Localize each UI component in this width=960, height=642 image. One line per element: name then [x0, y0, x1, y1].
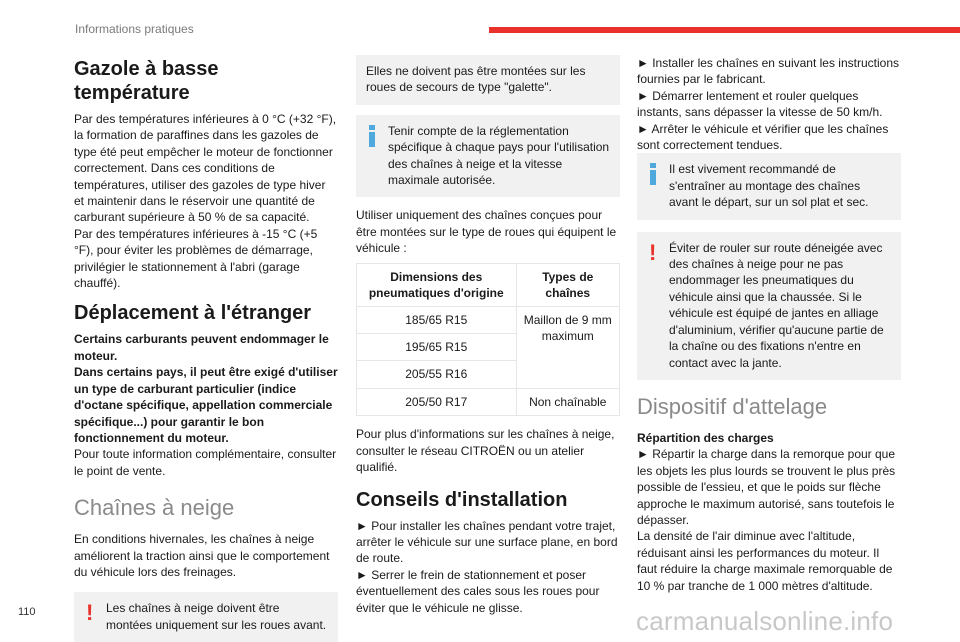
warning-box-route: [637, 232, 901, 380]
warning-text-chaines: Les chaînes à neige doivent être montées uniquement sur les roues avant.: [106, 601, 327, 632]
paragraph-gazole: Par des températures inférieures à 0 °C (+32 °F), la formation de paraffines dans les gazoles de type été peut empêcher le moteur de fonctionner correctement. Dans ces conditions de températures, utiliser des gazoles de type hiver et maintenir dans le réservoir une quantité de carburant supérieure à 50 % de sa capacité.: [74, 112, 337, 225]
paragraph-densite: La densité de l'air diminue avec l'altitude, réduisant ainsi les performances du moteur. Il faut réduire la charge maximale remorquable de 10 % par tranche de 1 000 mètres d'altitude.: [637, 529, 893, 593]
table-cell-chain-type: Maillon de 9 mm maximum: [516, 306, 619, 388]
paragraph-gazole-2: Par des températures inférieures à -15 °C (+5 °F), pour éviter les problèmes de démarrage, privilégier le stationnement à l'abri (garage chauffé).: [74, 226, 318, 291]
heading-attelage: Dispositif d'attelage: [637, 393, 828, 419]
column-3: [637, 55, 901, 594]
warning-text-route: Éviter de rouler sur route déneigée avec des chaînes à neige pour ne pas endommager les pneumatiques du véhicule ainsi que la chaussée. Si le véhicule est équipé de jantes en alliage d'aluminium, vérifier qu'aucune partie de la chaîne ou des fixations n'entre en contact avec la jante.: [669, 240, 884, 370]
info-box-reglementation: [356, 115, 620, 198]
table-cell-dimension: 185/65 R15: [357, 306, 517, 333]
watermark: carmanualsonline.info: [636, 606, 894, 636]
paragraph-repartir: ► Répartir la charge dans la remorque pour que les objets les plus lourds se trouvent le plus près possible de l'essieu, et que le poids sur flèche approche le maximum autorisé, sans toutefois le dépasser.: [637, 447, 896, 527]
table-row: [357, 388, 620, 415]
warning-icon: !: [86, 600, 94, 626]
heading-gazole: Gazole à basse température: [74, 58, 219, 104]
paragraph-deplacement: Pour toute information complémentaire, consulter le point de vente.: [74, 447, 337, 478]
paragraph-deplacement-bold-2: Dans certains pays, il peut être exigé d'utiliser un type de carburant particulier (indice d'octane spécifique, appellation commerciale spécifique...) pour garantir le bon fonctionnement du moteur.: [74, 365, 338, 445]
paragraph-plus-info: Pour plus d'informations sur les chaînes à neige, consulter le réseau CITROËN ou un atelier qualifié.: [356, 427, 615, 475]
table-row: [357, 306, 620, 333]
table-cell-dimension: 195/65 R15: [357, 334, 517, 361]
table-cell-dimension: 205/55 R16: [357, 361, 517, 388]
header-accent-bar: [489, 27, 960, 33]
table-header-row: [357, 263, 620, 306]
step-2: ► Serrer le frein de stationnement et poser éventuellement des cales sous les roues pour éviter que le véhicule ne glisse.: [356, 567, 600, 615]
running-header: Informations pratiques: [75, 22, 194, 36]
step-4: ► Démarrer lentement et rouler quelques instants, sans dépasser la vitesse de 50 km/h.: [637, 88, 883, 120]
page-number: 110: [18, 606, 36, 618]
info-icon: [650, 163, 656, 185]
warning-icon: !: [649, 239, 657, 265]
info-icon: [369, 125, 375, 147]
table-header-dimensions: Dimensions des pneumatiques d'origine: [357, 263, 517, 306]
step-5: ► Arrêter le véhicule et vérifier que les chaînes sont correctement tendues.: [637, 121, 889, 153]
heading-chaines: Chaînes à neige: [74, 495, 235, 521]
table-cell-dimension: 205/50 R17: [357, 388, 517, 415]
heading-conseils: Conseils d'installation: [356, 488, 568, 511]
step-1: ► Pour installer les chaînes pendant votre trajet, arrêter le véhicule sur une surface plane, en bord de route.: [356, 518, 618, 566]
subheading-repartition: Répartition des charges: [637, 430, 774, 445]
table-cell-chain-type: Non chaînable: [516, 388, 619, 415]
column-2: [356, 55, 620, 616]
note-box-galette: [356, 55, 620, 105]
info-text-entrainer: Il est vivement recommandé de s'entraîner au montage des chaînes avant le départ, sur un sol plat et sec.: [669, 162, 869, 210]
paragraph-chaines: En conditions hivernales, les chaînes à neige améliorent la traction ainsi que le comportement du véhicule lors des freinages.: [74, 532, 330, 579]
warning-box-chaines: [74, 592, 338, 642]
paragraph-deplacement-bold: Certains carburants peuvent endommager le moteur.: [74, 332, 329, 363]
info-box-entrainer: [637, 153, 901, 219]
column-1: [74, 57, 338, 642]
paragraph-utiliser: Utiliser uniquement des chaînes conçues pour être montées sur le type de roues qui équipent le véhicule :: [356, 208, 617, 256]
note-text-galette: Elles ne doivent pas être montées sur les roues de secours de type "galette".: [366, 64, 586, 95]
step-3: ► Installer les chaînes en suivant les instructions fournies par le fabricant.: [637, 56, 900, 87]
heading-deplacement: Déplacement à l'étranger: [74, 302, 312, 325]
info-text-reglementation: Tenir compte de la réglementation spécifique à chaque pays pour l'utilisation des chaînes à neige et la vitesse maximale autorisée.: [388, 123, 610, 188]
chains-table: [356, 263, 620, 417]
table-header-types: Types de chaînes: [516, 263, 619, 306]
